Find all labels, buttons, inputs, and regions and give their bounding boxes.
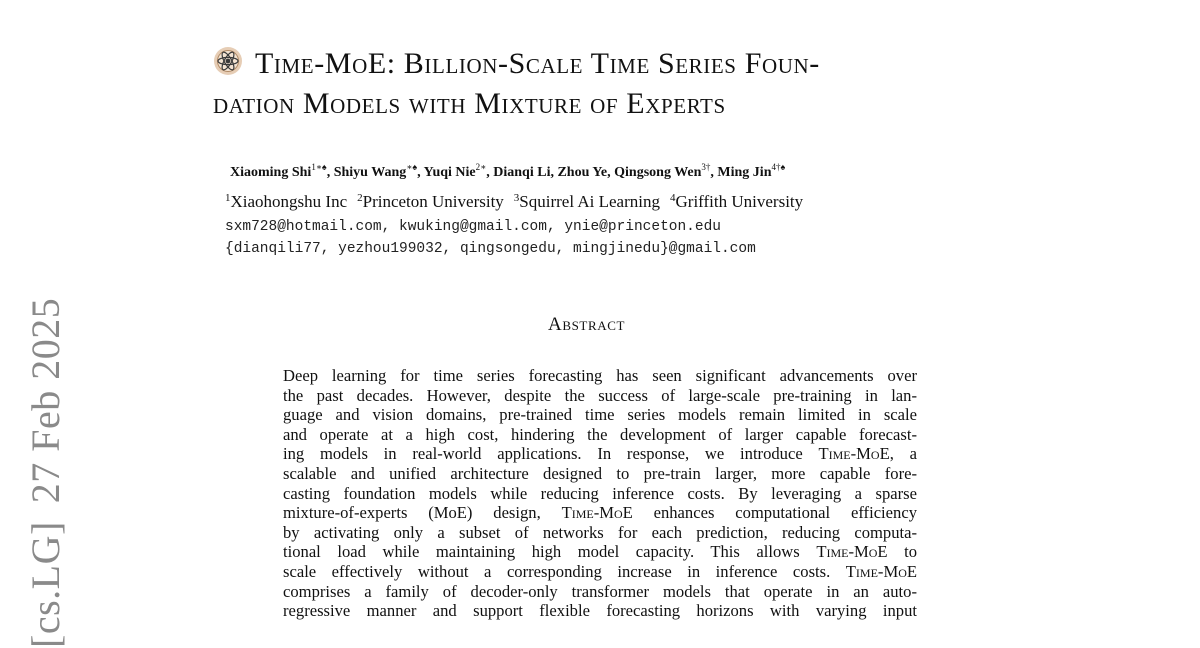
author-name: Ming Jin [717, 165, 772, 180]
author-name: Yuqi Nie [423, 165, 476, 180]
abstract-line: guage and vision domains, pre-trained time series models remain limited in scale [283, 405, 917, 425]
title-line-2: dation Models with Mixture of Experts [213, 87, 726, 120]
abstract-line: Deep learning for time series forecasting has seen significant advancements over [283, 366, 917, 385]
author-affiliation-mark: ∗♠ [406, 162, 418, 172]
author-emails [225, 216, 756, 260]
abstract-line: comprises a family of decoder-only transformer models that operate in an auto- [283, 581, 917, 601]
email-line-1: sxm728@hotmail.com, kwuking@gmail.com, ynie@princeton.edu [225, 219, 721, 235]
author-name: Xiaoming Shi [230, 165, 312, 180]
atom-gear-logo-icon [213, 46, 243, 76]
author-list: Xiaoming Shi$^{1∗♠}$, Shiyu Wang∗♠, Yuqi Nie$^{2∗}$, Dianqi Li, Zhou Ye, Qingsong Wen$^{3\dagger}$, Ming Jin$^{4\dagger♠}$ [230, 162, 786, 180]
author-name: Dianqi Li [493, 165, 551, 180]
abstract-line: regressive manner and support flexible forecasting horizons with varying input [283, 601, 917, 621]
email-line-2: {dianqili77, yezhou199032, qingsongedu, mingjinedu}@gmail.com [225, 241, 756, 257]
author-affiliation-mark: 3† [701, 162, 711, 172]
arxiv-date: 27 Feb 2025 [23, 297, 68, 504]
paper-title [213, 44, 1013, 124]
arxiv-category: [cs.LG] [23, 521, 68, 648]
author-name: Zhou Ye [557, 165, 608, 180]
abstract-line: ing models in real-world applications. In response, we introduce Time-MoE, a [283, 444, 917, 464]
arxiv-side-stamp [22, 280, 70, 648]
author-affiliation-mark: 4†♠ [771, 162, 786, 172]
abstract-line: scale effectively without a corresponding increase in inference costs. Time-MoE [283, 561, 917, 581]
affiliation-item: $^1$Xiaohongshu Inc [225, 192, 348, 211]
author-affiliation-mark: 2∗ [475, 162, 487, 172]
abstract-line: and operate at a high cost, hindering the development of larger capable forecast- [283, 424, 917, 444]
abstract-line: casting foundation models while reducing inference costs. By leveraging a sparse [283, 483, 917, 503]
author-affiliation-mark: 1∗♠ [311, 162, 327, 172]
abstract-body [283, 366, 917, 621]
abstract-heading: Abstract [548, 314, 626, 335]
affiliation-item: $^2$Princeton University [357, 192, 504, 211]
author-name: Shiyu Wang [333, 165, 407, 180]
affiliation-item: $^4$Griffith University [670, 192, 804, 211]
affiliation-list [225, 186, 803, 214]
abstract-line: mixture-of-experts (MoE) design, Time-MoE enhances computational efficiency [283, 503, 917, 523]
affiliation-item: $^3$Squirrel Ai Learning [513, 192, 660, 211]
abstract-line: the past decades. However, despite the success of large-scale pre-training in lan- [283, 385, 917, 405]
abstract-line: tional load while maintaining high model capacity. This allows Time-MoE to [283, 542, 917, 562]
author-name: Qingsong Wen [614, 165, 702, 180]
title-line-1 [213, 44, 1013, 84]
abstract-line: by activating only a subset of networks for each prediction, reducing computa- [283, 522, 917, 542]
title-text-line-1: Time-MoE: Billion-Scale Time Series Foun- [255, 47, 820, 80]
abstract-line: scalable and unified architecture designed to pre-train larger, more capable fore- [283, 463, 917, 483]
